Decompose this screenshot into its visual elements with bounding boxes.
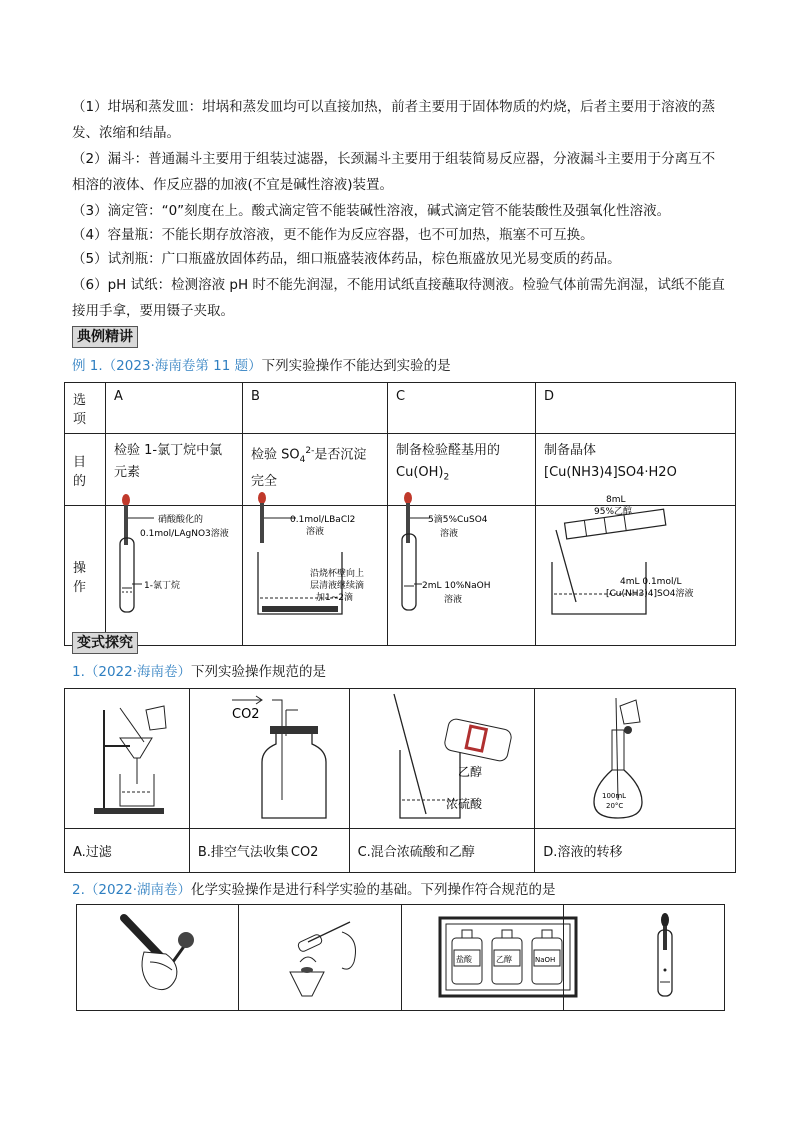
op-d-figure [546, 490, 736, 620]
section-title-examples: 典例精讲 [72, 326, 138, 348]
q2-bottle-3-label: NaOH [535, 956, 556, 964]
question-1-stem [72, 662, 326, 682]
q1-flask-temp-label: 20°C [606, 802, 624, 810]
op-c-label-2: 溶液 [440, 529, 459, 539]
op-d-label-2: 95%乙醇 [594, 507, 633, 517]
example-1-question: 下列实验操作不能达到实验的是 [261, 358, 451, 374]
aim-b: 检验 $SO_4^{2-}$是否沉淀完全 [243, 434, 388, 506]
note-6: （6）pH 试纸：检测溶液 pH 时不能先润湿，不能用试纸直接蘸取待测液。检验气体前需先润湿，试纸不能直接用手拿，要用镊子夹取。 [72, 277, 725, 319]
op-c-label-4: 溶液 [444, 595, 463, 605]
question-2-source: 2.（2022·湖南卷） [72, 882, 192, 898]
note-5: （5）试剂瓶：广口瓶盛放固体药品，细口瓶盛装液体药品，棕色瓶盛放见光易变质的药品。 [72, 251, 621, 267]
q2-bottle-1-label: 盐酸 [456, 955, 472, 964]
op-c-figure [396, 490, 542, 620]
col-a: A [106, 383, 243, 434]
question-2-stem [72, 880, 556, 900]
op-c-label-1: 5滴5%CuSO4 [428, 515, 488, 525]
op-b-figure [250, 490, 390, 622]
note-1: （1）坩埚和蒸发皿：坩埚和蒸发皿均可以直接加热，前者主要用于固体物质的灼烧，后者主要用于溶液的蒸发、浓缩和结晶。 [72, 99, 716, 141]
q1-filtration-figure [90, 692, 185, 822]
section-title-variants: 变式探究 [72, 632, 138, 654]
question-1-text: 下列实验操作规范的是 [191, 664, 327, 680]
q2-bottle-2 [492, 930, 522, 984]
op-c-label-3: 2mL 10%NaOH [422, 581, 491, 591]
op-b-label-1: 0.1mol/LBaCl2 [290, 515, 356, 525]
q1-option-c: C.混合浓硫酸和乙醇 [349, 829, 535, 873]
op-b-label-4: 层清液继续滴 [310, 581, 365, 591]
note-2: （2）漏斗：普通漏斗主要用于组装过滤器，长颈漏斗主要用于组装简易反应器，分液漏斗主要用于分离互不相溶的液体、作反应器的加液(不宜是碱性溶液)装置。 [72, 151, 716, 193]
q2-fig-a [110, 912, 210, 1004]
question-2-text: 化学实验操作是进行科学实验的基础。下列操作符合规范的是 [191, 882, 556, 898]
q1-option-b: B.排空气法收集 CO2 [189, 829, 349, 873]
op-a-label-3: 1-氯丁烷 [144, 581, 180, 591]
row-label-operation: 操作 [65, 506, 106, 646]
q2-fig-b [270, 912, 380, 1004]
note-3: （3）滴定管：“0”刻度在上。酸式滴定管不能装碱性溶液，碱式滴定管不能装酸性及强氧化性溶液。 [72, 203, 671, 219]
col-d: D [536, 383, 736, 434]
q1-option-d: D.溶液的转移 [535, 829, 736, 873]
col-b: B [243, 383, 388, 434]
op-b-label-5: 加1~2滴 [316, 593, 353, 603]
op-a-label-2: 0.1mol/LAgNO3溶液 [140, 529, 229, 539]
row-label-option: 选项 [65, 383, 106, 434]
example-1-stem [72, 356, 451, 376]
col-c: C [388, 383, 536, 434]
question-1-source: 1.（2022·海南卷） [72, 664, 192, 680]
note-4: （4）容量瓶：不能长期存放溶液，更不能作为反应容器，也不可加热，瓶塞不可互换。 [72, 227, 594, 243]
q2-fig-c [438, 916, 578, 998]
q2-bottle-3 [532, 930, 562, 984]
q1-option-a: A.过滤 [65, 829, 190, 873]
q2-bottle-2-label: 乙醇 [496, 955, 512, 964]
op-a-label-1: 硝酸酸化的 [158, 515, 204, 525]
op-b-label-2: 溶液 [306, 527, 325, 537]
q1-flask-volume-label: 100mL [602, 792, 627, 800]
q1-mixing-figure [380, 690, 530, 825]
op-b-label-3: 沿烧杯壁向上 [310, 569, 365, 579]
op-d-label-3: 4mL 0.1mol/L [620, 577, 682, 587]
q1-ethanol-label: 乙醇 [458, 765, 483, 779]
row-label-aim: 目的 [65, 434, 106, 506]
aim-a: 检验 1-氯丁烷中氯元素 [106, 434, 243, 506]
q1-acid-label: 浓硫酸 [446, 797, 483, 811]
q1-transfer-figure [580, 690, 720, 825]
q2-bottle-1 [452, 930, 482, 984]
aim-c: 制备检验醛基用的 $Cu(OH)_2$ [388, 434, 536, 506]
q1-gas-collection-figure [226, 690, 346, 825]
q1-co2-label: CO2 [232, 707, 260, 722]
aim-d: 制备晶体 [Cu(NH3)4]SO4·H2O [536, 434, 736, 506]
op-d-label-1: 8mL [606, 495, 626, 505]
op-a-figure [106, 492, 243, 622]
op-d-label-4: [Cu(NH3)4]SO4溶液 [606, 589, 694, 599]
q2-fig-d [640, 910, 690, 1002]
example-1-source: 例 1.（2023·海南卷第 11 题） [72, 358, 262, 374]
